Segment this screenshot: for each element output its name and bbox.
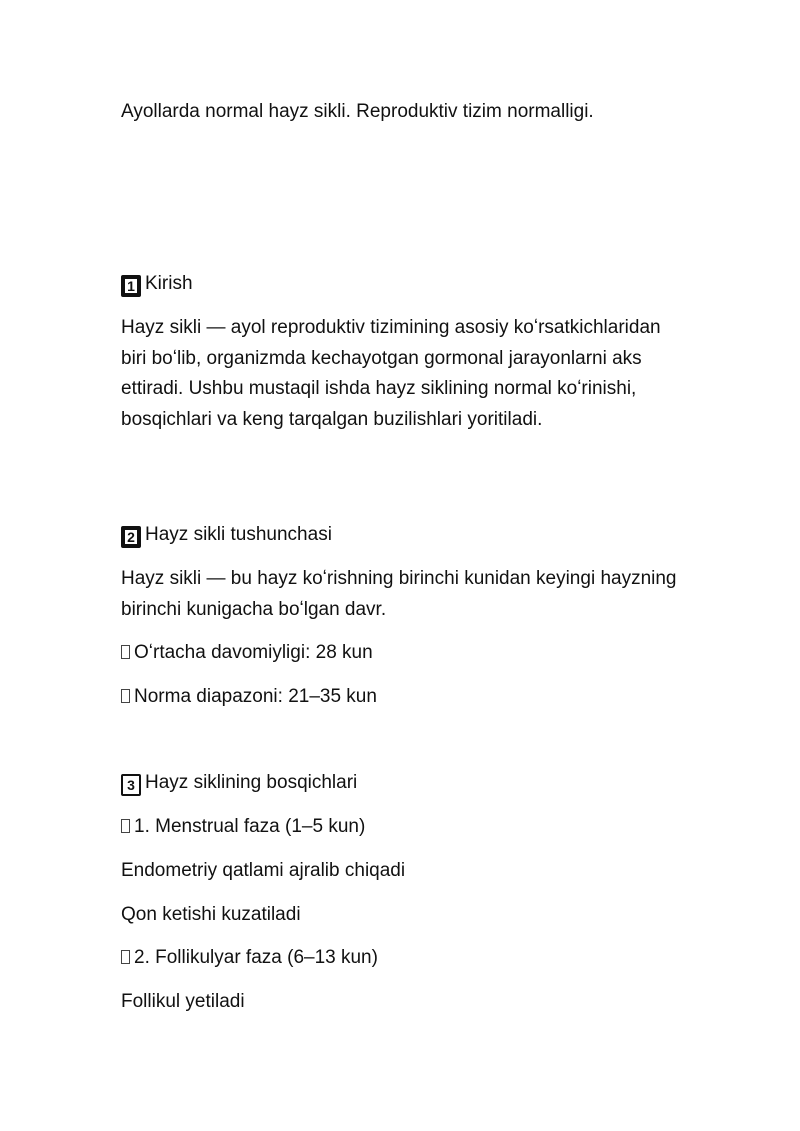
- missing-glyph-icon: [121, 819, 130, 833]
- document-title: Ayollarda normal hayz sikli. Reproduktiv tizim normalligi.: [121, 101, 594, 122]
- phase-line: Qon ketishi kuzatiladi: [121, 904, 301, 925]
- phase-line: Endometriy qatlami ajralib chiqadi: [121, 860, 406, 881]
- section-paragraph: Hayz sikli — bu hayz koʻrishning birinchi kunidan keyingi hayzning birinchi kunigacha boʻlgan davr.: [121, 568, 677, 620]
- section-heading-kirish: [121, 269, 681, 300]
- phase-title: 2. Follikulyar faza (6–13 kun): [121, 943, 681, 974]
- section-heading-bosqichlar: [121, 768, 681, 799]
- section-heading-text: Hayz sikli tushunchasi: [145, 524, 332, 545]
- phase-title: 1. Menstrual faza (1–5 kun): [121, 812, 681, 843]
- bullet-item: Norma diapazoni: 21–35 kun: [121, 682, 681, 713]
- phase-line: Follikul yetiladi: [121, 991, 245, 1012]
- section-paragraph: Hayz sikli — ayol reproduktiv tizimining asosiy koʻrsatkichlaridan biri boʻlib, organizmda kechayotgan gormonal jarayonlarni aks ettiradi. Ushbu mustaqil ishda hayz siklining normal koʻrinishi, bosqichlari va keng tarqalgan buzilishlari yoritiladi.: [121, 317, 661, 430]
- missing-glyph-icon: [121, 689, 130, 703]
- section-heading-text: Kirish: [145, 273, 193, 294]
- keycap-number-icon: 1: [121, 275, 141, 297]
- keycap-number-icon: 3: [121, 774, 141, 796]
- section-heading-hayz-sikli: [121, 520, 681, 551]
- missing-glyph-icon: [121, 950, 130, 964]
- keycap-number-icon: 2: [121, 526, 141, 548]
- section-heading-text: Hayz siklining bosqichlari: [145, 772, 358, 793]
- bullet-item: Oʻrtacha davomiyligi: 28 kun: [121, 638, 681, 669]
- missing-glyph-icon: [121, 645, 130, 659]
